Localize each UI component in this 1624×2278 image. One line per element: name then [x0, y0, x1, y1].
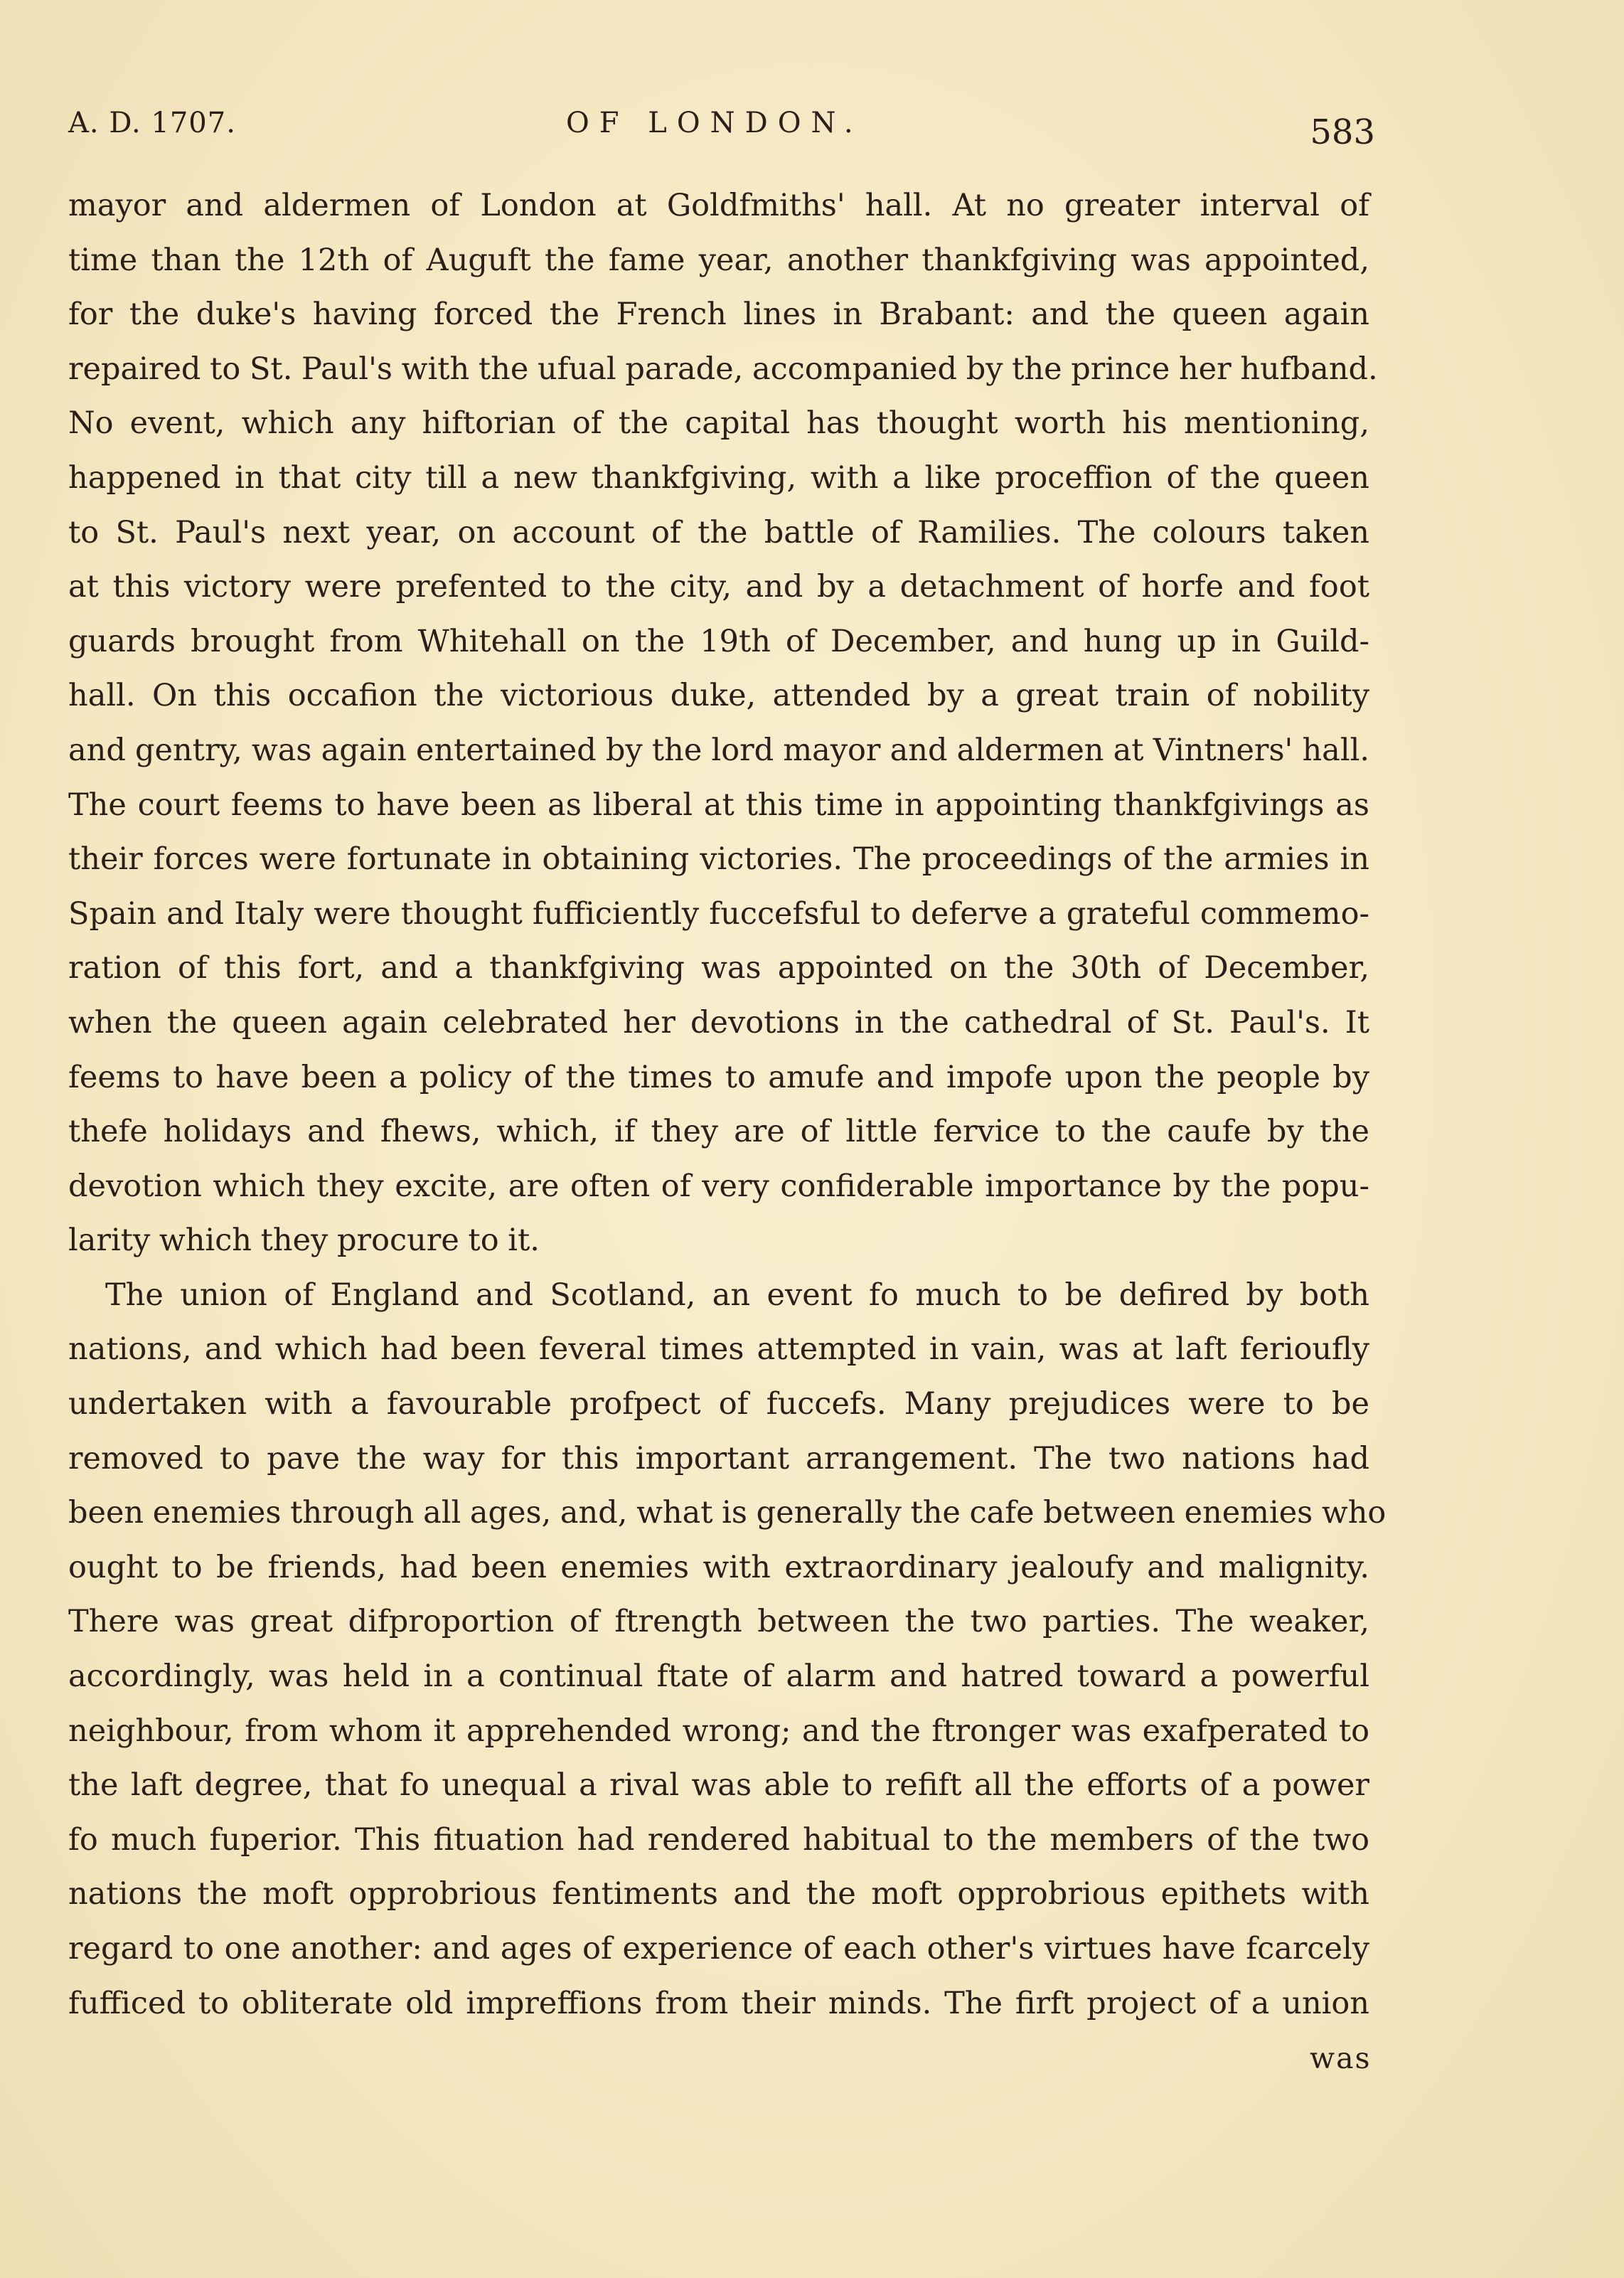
text-line: No event, which any hiftorian of the capital has thought worth his mentioning,: [68, 405, 1369, 442]
text-line: nations, and which had been feveral times attempted in vain, was at laft ferioufly: [68, 1331, 1369, 1368]
text-line: mayor and aldermen of London at Goldfmiths' hall. At no greater interval of: [68, 188, 1369, 223]
text-line: removed to pave the way for this important arrangement. The two nations had: [68, 1440, 1369, 1476]
text-line: to St. Paul's next year, on account of the battle of Ramilies. The colours taken: [68, 514, 1369, 550]
text-line: neighbour, from whom it apprehended wrong; and the ftronger was exafperated to: [68, 1713, 1369, 1749]
paragraph-end-line: larity which they procure to it.: [68, 1223, 540, 1259]
header-date: A. D. 1707.: [68, 107, 236, 139]
text-line: time than the 12th of Auguft the fame year, another thankfgiving was appointed,: [68, 242, 1369, 278]
catchword: was: [1310, 2041, 1372, 2075]
text-line: fo much fuperior. This fituation had rendered habitual to the members of the two: [68, 1821, 1369, 1858]
text-line: happened in that city till a new thankfgiving, with a like proceffion of the queen: [68, 459, 1369, 496]
running-header: [68, 107, 1391, 156]
text-line: accordingly, was held in a continual ftate of alarm and hatred toward a powerful: [68, 1659, 1369, 1695]
paragraph-start-line: The union of England and Scotland, an event fo much to be defired by both: [105, 1277, 1369, 1313]
page-number: 583: [1310, 112, 1375, 152]
text-line: nations the moft opprobrious fentiments and the moft opprobrious epithets with: [68, 1876, 1369, 1912]
text-line: repaired to St. Paul's with the ufual parade, accompanied by the prince her hufband.: [68, 351, 1378, 387]
text-line: for the duke's having forced the French lines in Brabant: and the queen again: [68, 297, 1369, 333]
text-line: thefe holidays and fhews, which, if they are of little fervice to the caufe by the: [68, 1114, 1369, 1150]
body-text: [68, 179, 1387, 2030]
text-line: guards brought from Whitehall on the 19th of December, and hung up in Guild-: [68, 623, 1369, 659]
text-line: The court feems to have been as liberal at this time in appointing thankfgivings as: [68, 787, 1369, 823]
text-line: fufficed to obliterate old impreffions from their minds. The firft project of a union: [68, 1985, 1369, 2021]
text-line: when the queen again celebrated her devotions in the cathedral of St. Paul's. It: [68, 1004, 1369, 1040]
text-line: regard to one another: and ages of experience of each other's virtues have fcarcely: [68, 1931, 1369, 1966]
text-line: Spain and Italy were thought fufficiently fuccefsful to deferve a grateful commemo-: [68, 895, 1369, 932]
text-line: feems to have been a policy of the times to amufe and impofe upon the people by: [68, 1059, 1369, 1095]
header-title: OF LONDON.: [566, 107, 863, 139]
text-line: devotion which they excite, are often of very confiderable importance by the popu-: [68, 1168, 1369, 1204]
text-line: and gentry, was again entertained by the lord mayor and aldermen at Vintners' hall.: [68, 732, 1369, 768]
text-line: undertaken with a favourable profpect of fuccefs. Many prejudices were to be: [68, 1386, 1369, 1422]
text-line: the laft degree, that fo unequal a rival was able to refift all the efforts of a power: [68, 1767, 1369, 1804]
text-line: ought to be friends, had been enemies with extraordinary jealoufy and malignity.: [68, 1549, 1369, 1585]
text-line: at this victory were prefented to the city, and by a detachment of horfe and foot: [68, 569, 1369, 605]
text-line: ration of this fort, and a thankfgiving was appointed on the 30th of December,: [68, 950, 1369, 986]
text-line: their forces were fortunate in obtaining victories. The proceedings of the armies in: [68, 841, 1369, 878]
text-line: been enemies through all ages, and, what is generally the cafe between enemies who: [68, 1495, 1387, 1531]
text-line: hall. On this occafion the victorious duke, attended by a great train of nobility: [68, 678, 1369, 714]
text-line: There was great difproportion of ftrength between the two parties. The weaker,: [68, 1604, 1369, 1640]
